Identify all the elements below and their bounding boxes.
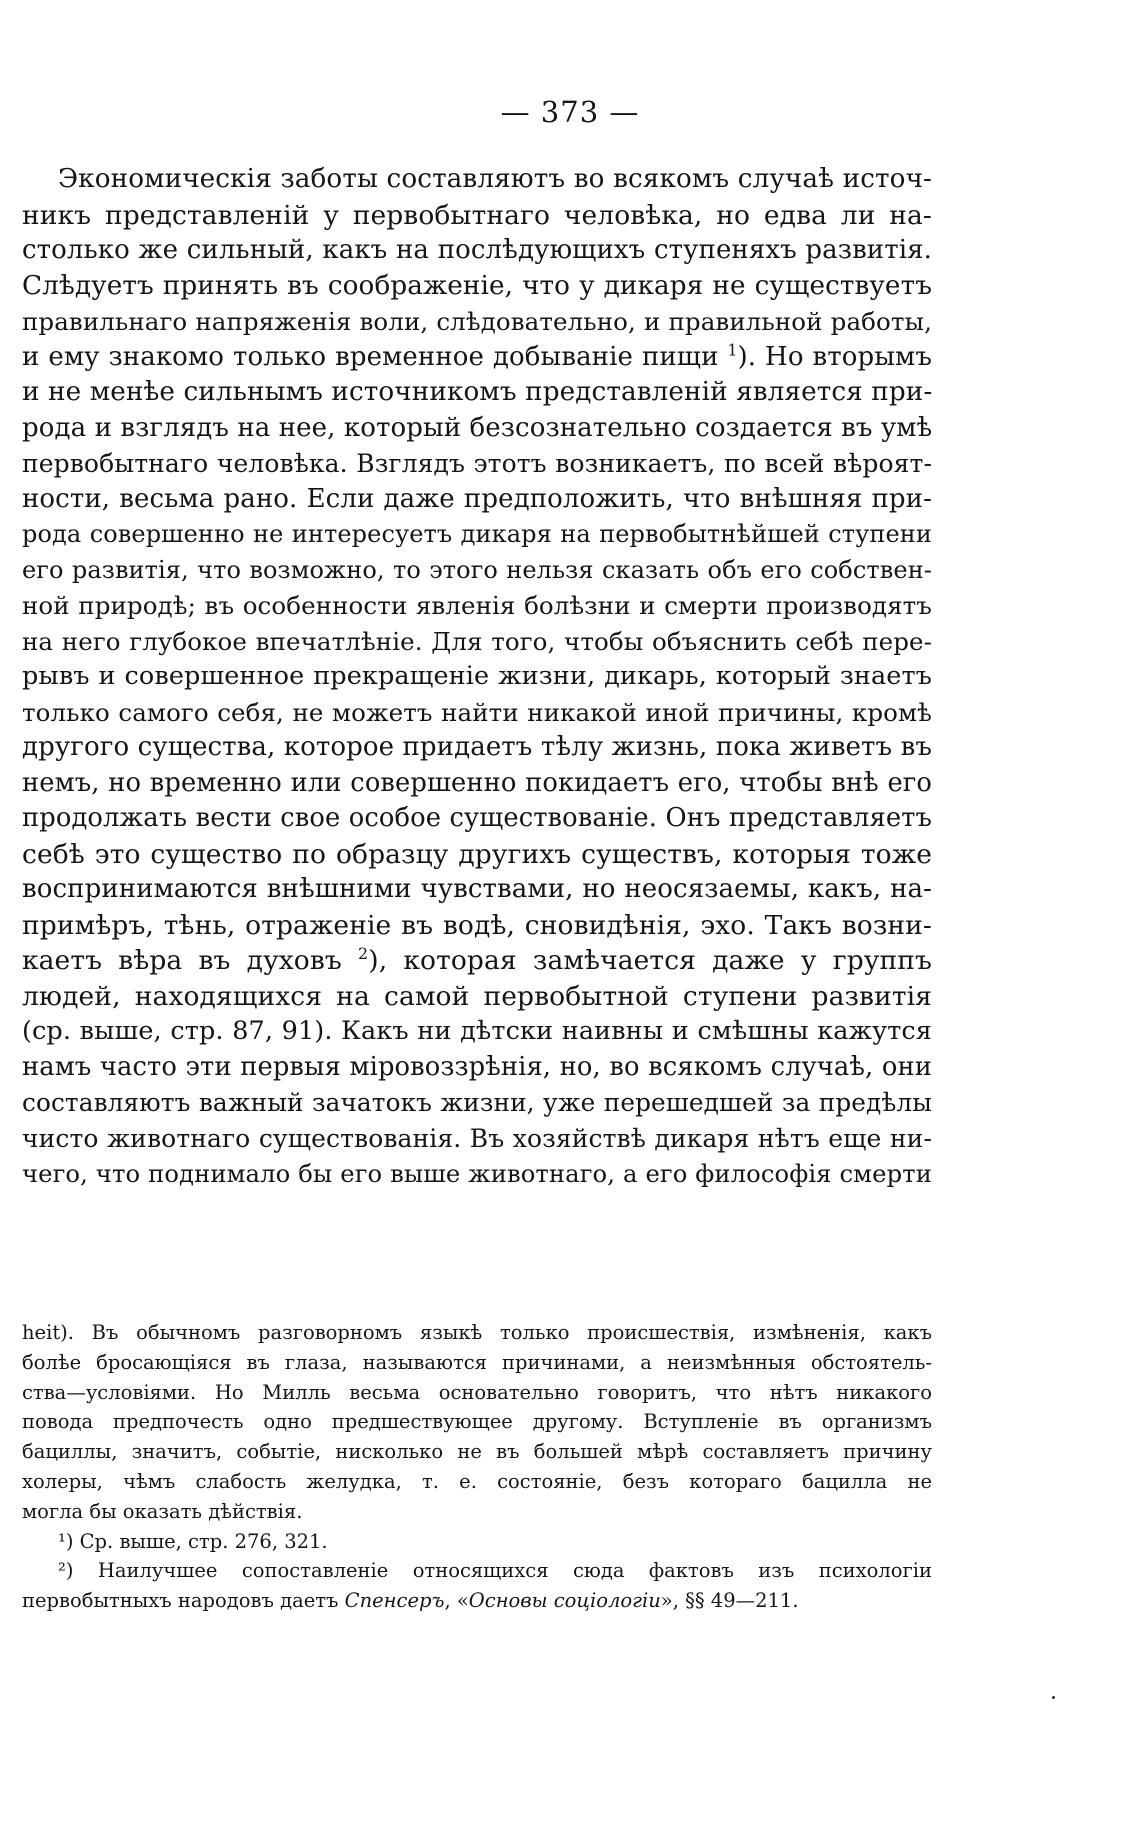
text-line-24: людей, находящихся на самой первобытной ступени развитія [22, 980, 932, 1012]
scan-speck [1052, 1696, 1055, 1699]
footnote-continuation-line: холеры, чѣмъ слабость желудка, т. е. состояніе, безъ котораго бацилла не [22, 1469, 932, 1493]
text-line-4: Слѣдуетъ принять въ соображеніе, что у дикаря не существуетъ [22, 270, 932, 301]
footnote-ref-1: 1 [727, 340, 738, 359]
footnote-2-mark: ²) [58, 1559, 74, 1583]
text-line-23-start: каетъ вѣра въ духовъ [22, 945, 342, 976]
footnote-2-line-2 [22, 1586, 932, 1616]
footnote-2-title: Основы соціологіи [468, 1589, 661, 1613]
text-line-23 [22, 943, 932, 979]
text-line-12: его развитія, что возможно, то этого нельзя сказать объ его собствен- [22, 555, 932, 584]
text-line-20: себѣ это существо по образцу другихъ существъ, которыя тоже [22, 838, 932, 870]
text-line-9: первобытнаго человѣка. Взглядъ этотъ возникаетъ, по всей вѣроят- [22, 449, 932, 478]
text-line-16: только самого себя, не можетъ найти никакой иной причины, кромѣ [22, 697, 932, 727]
footnote-1 [22, 1527, 932, 1557]
text-line-10: ности, весьма рано. Если даже предположить, что внѣшняя при- [22, 483, 932, 514]
text-line-26: намъ часто эти первыя міровоззрѣнія, но, во всякомъ случаѣ, они [22, 1051, 932, 1082]
text-line-17: другого существа, которое придаетъ тѣлу жизнь, пока живетъ въ [22, 732, 932, 762]
footnote-2-author: Спенсеръ [344, 1589, 445, 1613]
text-line-14: на него глубокое впечатлѣніе. Для того, чтобы объяснить себѣ пере- [22, 626, 932, 656]
text-line-2: никъ представленій у первобытнаго человѣка, но едва ли на- [22, 199, 932, 231]
text-line-28: чисто животнаго существованія. Въ хозяйствѣ дикаря нѣтъ еще ни- [22, 1123, 932, 1153]
text-line-11: рода совершенно не интересуетъ дикаря на первобытнѣйшей ступени [22, 520, 932, 548]
footnote-continuation-line: могла бы оказать дѣйствія. [22, 1499, 303, 1523]
footnote-2-separator: , « [444, 1589, 469, 1613]
text-line-29: чего, что поднимало бы его выше животнаго, а его философія смерти [22, 1159, 932, 1188]
footnote-1-text: Ср. выше, стр. 276, 321. [79, 1529, 328, 1553]
text-line-3: столько же сильный, какъ на послѣдующихъ ступеняхъ развитія. [22, 235, 932, 265]
text-line-7: и не менѣе сильнымъ источникомъ представленій является при- [22, 377, 933, 407]
text-line-22: примѣръ, тѣнь, отраженіе въ водѣ, сновидѣнія, эхо. Такъ возни- [22, 909, 932, 941]
text-line-6-start: и ему знакомо только временное добываніе пищи [22, 341, 719, 372]
text-line-13: ной природѣ; въ особенности явленія болѣзни и смерти производятъ [22, 591, 932, 620]
footnote-2-line-1 [22, 1556, 932, 1586]
text-line-21: воспринимаются внѣшними чувствами, но неосязаемы, какъ, на- [22, 874, 932, 904]
footnote-continuation-line: heit). Въ обычномъ разговорномъ языкѣ только происшествія, измѣненія, какъ [22, 1321, 932, 1344]
footnotes [22, 1318, 932, 1616]
text-line-5: правильнаго напряженія воли, слѣдовательно, и правильной работы, [22, 307, 932, 336]
footnote-ref-2: 2 [358, 944, 369, 964]
text-line-15: рывъ и совершенное прекращеніе жизни, дикарь, который знаетъ [22, 661, 932, 691]
text-line-6 [22, 340, 932, 376]
footnote-1-mark: ¹) [58, 1529, 74, 1553]
main-text [22, 162, 932, 1192]
footnote-2-end: », §§ 49—211. [660, 1589, 799, 1613]
text-line-8: рода и взглядъ на нее, который безсознательно создается въ умѣ [22, 412, 933, 443]
text-line-18: немъ, но временно или совершенно покидаетъ его, чтобы внѣ его [22, 767, 932, 798]
footnote-2-text: Наилучшее сопоставленіе относящихся сюда фактовъ изъ психологіи [97, 1559, 932, 1583]
footnote-continuation-line: бациллы, значитъ, событіе, нисколько не въ большей мѣрѣ составляетъ причину [22, 1440, 932, 1464]
page-number: — 373 — [500, 95, 640, 129]
footnote-continuation-line: повода предпочесть одно предшествующее другому. Вступленіе въ организмъ [22, 1410, 932, 1434]
footnote-continuation-line: болѣе бросающіяся въ глаза, называются причинами, а неизмѣнныя обстоятель- [22, 1350, 932, 1374]
text-line-23-end: ), которая замѣчается даже у группъ [368, 945, 932, 976]
text-line-25: (ср. выше, стр. 87, 91). Какъ ни дѣтски наивны и смѣшны кажутся [22, 1016, 932, 1046]
text-line-6-end: ). Но вторымъ [737, 341, 932, 372]
footnote-2-line-2-start: первобытныхъ народовъ даетъ [22, 1589, 339, 1613]
footnote-continuation-line: ства—условіями. Но Милль весьма основательно говоритъ, что нѣтъ никакого [22, 1380, 932, 1404]
text-line-19: продолжать вести свое особое существованіе. Онъ представляетъ [22, 803, 932, 833]
text-line-27: составляютъ важный зачатокъ жизни, уже перешедшей за предѣлы [22, 1088, 932, 1117]
text-line-1: Экономическія заботы составляютъ во всякомъ случаѣ источ- [58, 164, 932, 194]
